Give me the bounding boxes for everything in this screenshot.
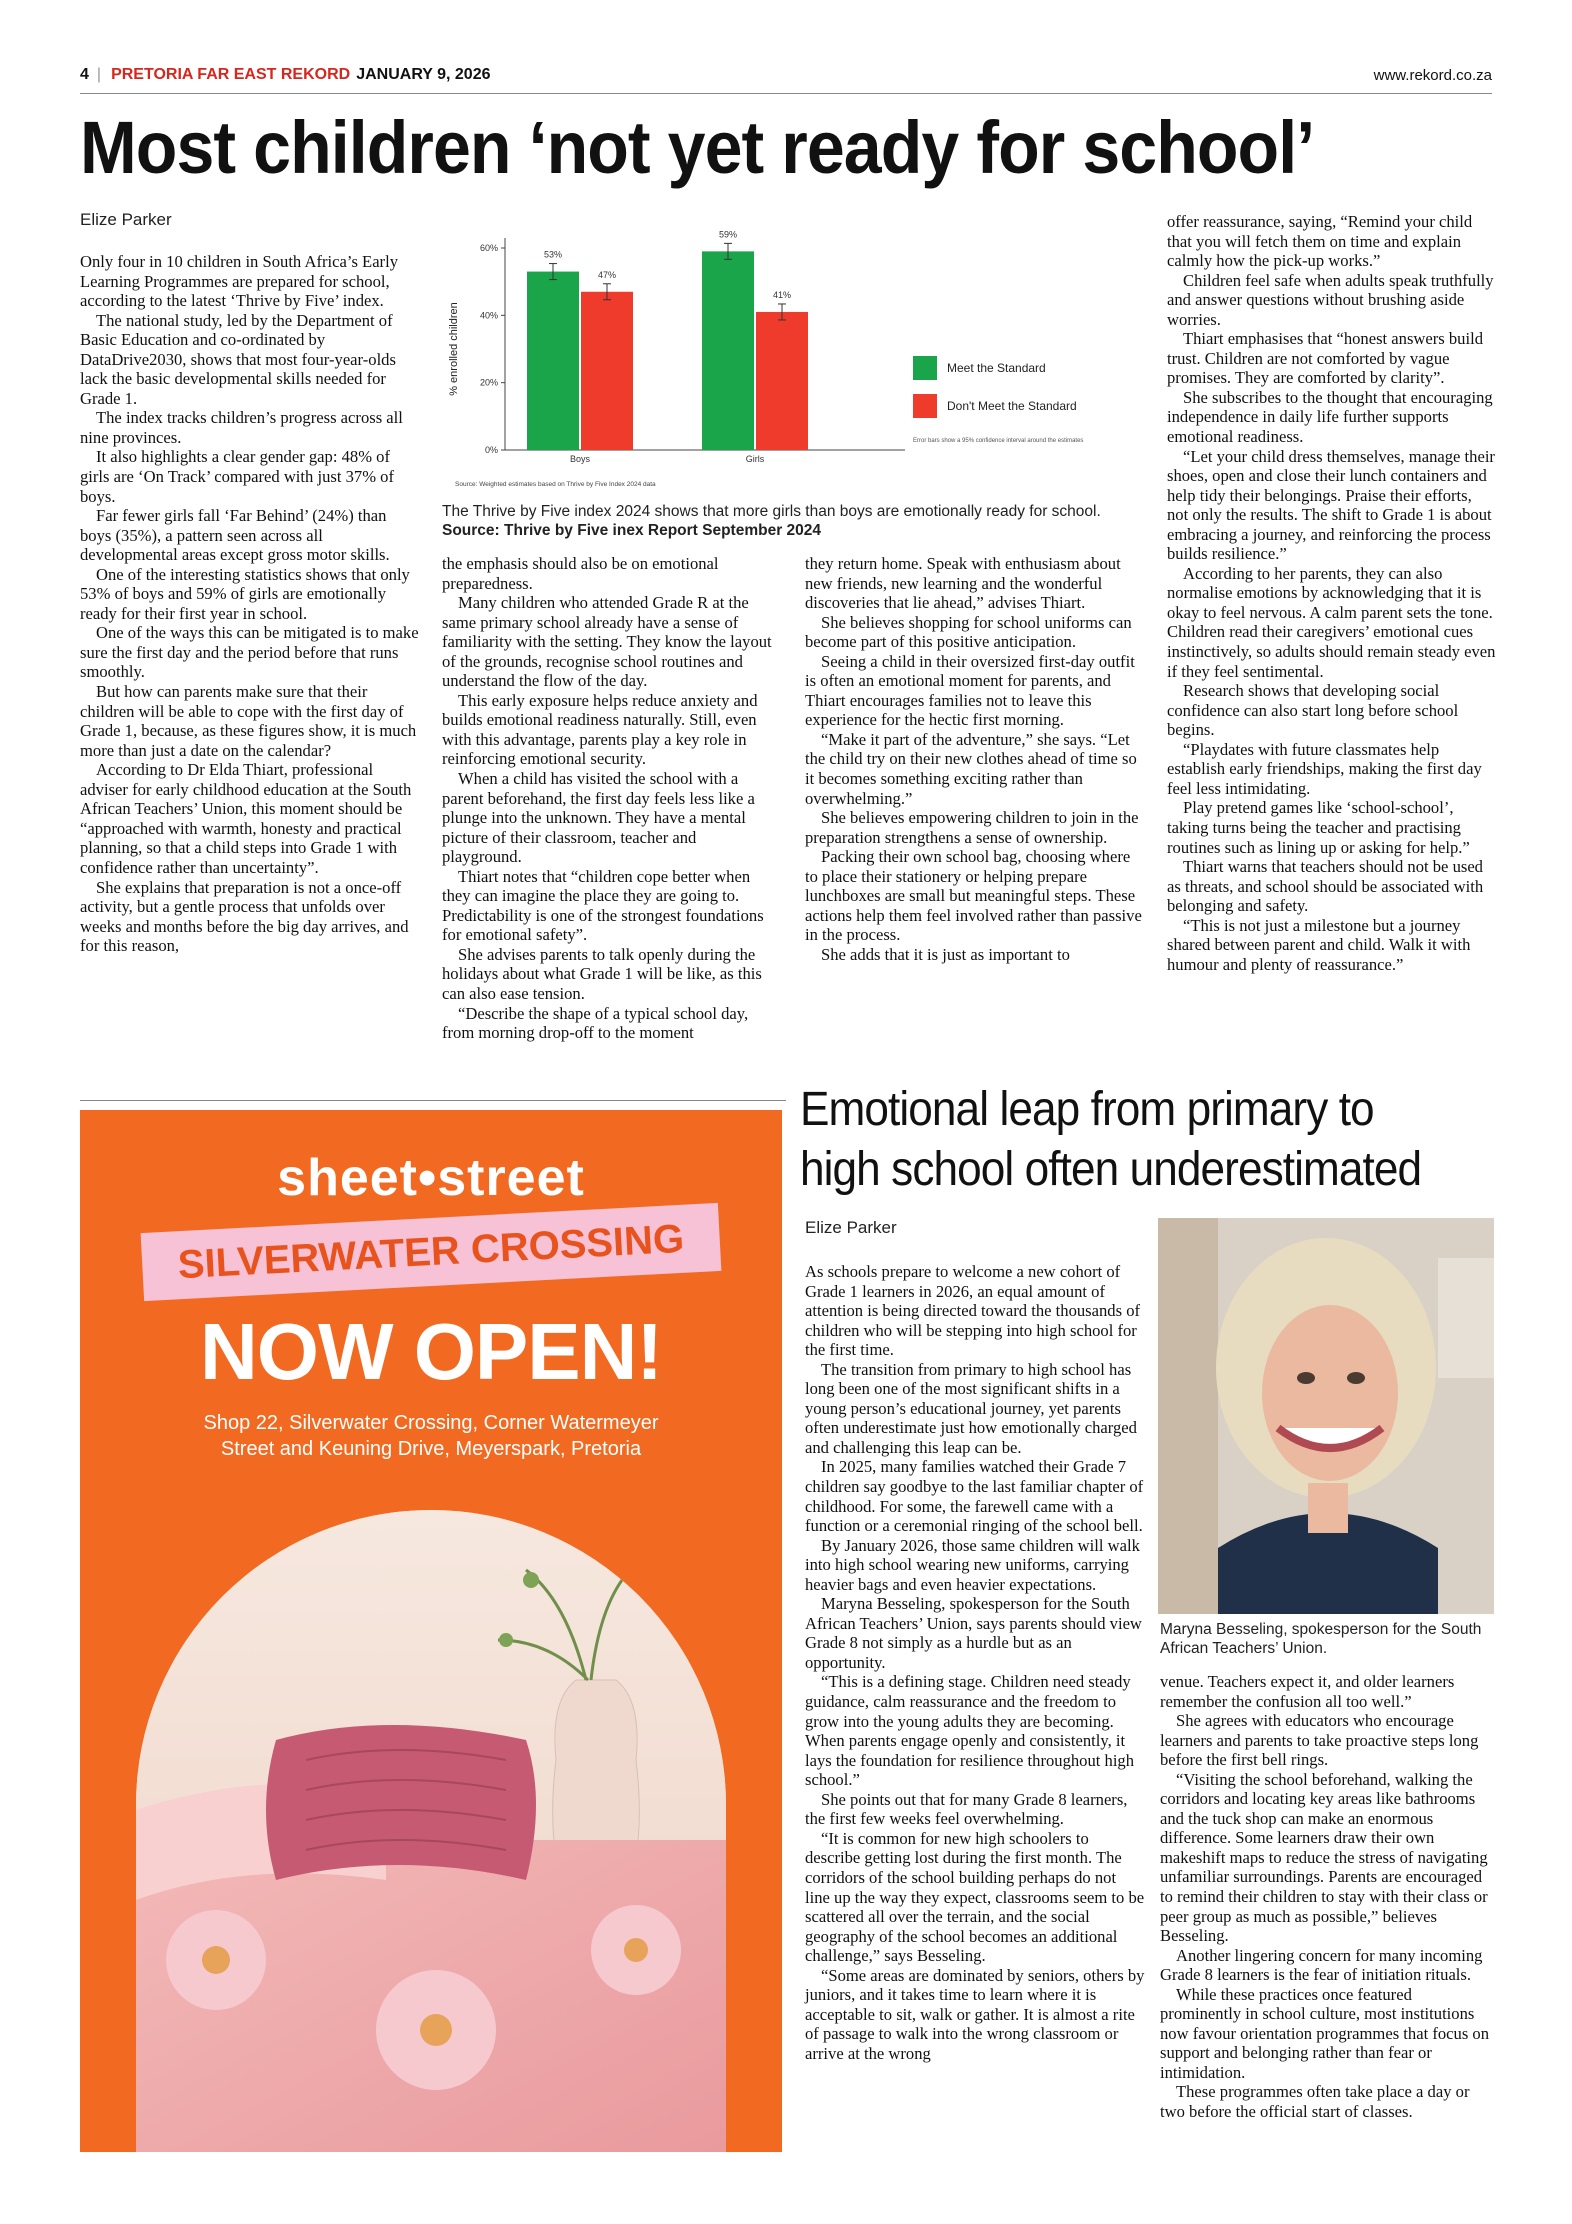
- second-article-byline: Elize Parker: [805, 1218, 897, 1237]
- ad-brand-logo: sheet•street: [277, 1149, 585, 1207]
- paragraph: According to her parents, they can also normalise emotions by acknowledging that it is okay to feel nervous. A calm parent sets the tone. Children read their caregivers’ emotional cues instinctively, so adults should remain steady even if they feel sentimental.: [1167, 563, 1496, 681]
- chart-caption-source: Source: Thrive by Five inex Report September 2024: [442, 522, 822, 539]
- y-axis-label: % enrolled children: [448, 302, 460, 396]
- paragraph: She explains that preparation is not a once-off activity, but a gentle process that unfolds over weeks and months before the big day arrives, and for this reason,: [80, 877, 409, 956]
- article-column-4: [1167, 212, 1497, 974]
- ad-address-line-1: Shop 22, Silverwater Crossing, Corner Watermeyer: [203, 1412, 659, 1434]
- paragraph: She believes shopping for school uniforms can become part of this positive anticipation.: [805, 612, 1132, 652]
- legend-label: Don't Meet the Standard: [947, 399, 1077, 413]
- paragraph: Seeing a child in their oversized first-day outfit is often an emotional moment for parents, and Thiart encourages families not to leave this experience for the hectic first morning.: [805, 651, 1135, 730]
- ad-address-line-2: Street and Keuning Drive, Meyerspark, Pretoria: [220, 1438, 642, 1460]
- paragraph: they return home. Speak with enthusiasm about new friends, new learning and the wonderful discoveries that lie ahead,” advises Thiart.: [805, 554, 1121, 613]
- paragraph: She adds that it is just as important to: [821, 944, 1070, 964]
- website-link[interactable]: www.rekord.co.za: [1373, 66, 1492, 84]
- paragraph: She points out that for many Grade 8 learners, the first few weeks feel overwhelming.: [805, 1789, 1128, 1829]
- paragraph: According to Dr Elda Thiart, professional adviser for early childhood education at the South African Teachers’ Union, this moment should be “approached with warmth, honesty and practical planning, so that a child steps into Grade 1 with confidence rather than uncertainty”.: [80, 760, 412, 877]
- chart-source-note: Source: Weighted estimates based on Thrive by Five Index 2024 data: [455, 481, 656, 488]
- second-article-column-2: [1160, 1672, 1496, 2122]
- header-rule: [80, 93, 1492, 94]
- paragraph: This early exposure helps reduce anxiety and builds emotional readiness naturally. Still, even with this advantage, parents play a key role in reinforcing emotional security.: [442, 690, 758, 769]
- paragraph: Packing their own school bag, choosing where to place their stationery or helping prepare lunchboxes are small but meaningful steps. These actions help them feel involved rather than passive in the process.: [805, 847, 1142, 945]
- page-number: 4: [80, 66, 89, 83]
- section-divider: [80, 1100, 786, 1101]
- data-label: 41%: [772, 289, 792, 300]
- paragraph: Thiart emphasises that “honest answers build trust. Children are not comforted by vague promises. They are comforted by clarity”.: [1167, 329, 1484, 388]
- paragraph: Children feel safe when adults speak truthfully and answer questions without brushing aside worries.: [1167, 270, 1494, 329]
- article-column-3: [805, 554, 1145, 964]
- paragraph: The index tracks children’s progress across all nine provinces.: [80, 408, 403, 447]
- data-label: 47%: [597, 269, 617, 280]
- ad-location-text: SILVERWATER CROSSING: [176, 1216, 686, 1287]
- chart-note: Error bars show a 95% confidence interval around the estimates: [913, 438, 1084, 444]
- paragraph: “Visiting the school beforehand, walking the corridors and locating key areas like bathrooms and the tuck shop can make an enormous difference. Some learners draw their own makeshift maps to reduce the stress of navigating unfamiliar surroundings. Parents are encouraged to remind their children to stay with their class or peer group as much as possible,” believes Besseling.: [1160, 1769, 1488, 1946]
- paragraph: Thiart warns that teachers should not be used as threats, and school should be associated with belonging and safety.: [1167, 857, 1484, 916]
- paragraph: “Let your child dress themselves, manage their shoes, open and close their lunch containers and help tidy their belongings. Praise their efforts, not only the results. The shift to Grade 1 is about embracing a journey, and reinforcing the process builds resilience.”: [1167, 446, 1495, 564]
- paragraph: “Some areas are dominated by seniors, others by juniors, and it takes time to learn where it is acceptable to sit, walk or gather. It is almost a rite of passage to walk into the wrong classroom or arrive at the wrong: [805, 1965, 1145, 2063]
- data-label: 53%: [543, 249, 563, 260]
- legend-label: Meet the Standard: [947, 361, 1046, 375]
- paragraph: Another lingering concern for many incoming Grade 8 learners is the fear of initiation rituals.: [1160, 1945, 1483, 1985]
- paragraph: While these practices once featured prominently in school culture, most institutions now favour orientation programmes that focus on support and belonging rather than fear or intimidation.: [1160, 1984, 1490, 2082]
- data-label: 59%: [718, 229, 738, 240]
- article-column-1: [80, 252, 420, 956]
- paragraph: It also highlights a clear gender gap: 48% of girls are ‘On Track’ compared with just 37% of boys.: [80, 447, 394, 506]
- y-tick-label: 20%: [479, 377, 498, 388]
- ad-location-banner: [141, 1203, 722, 1301]
- paragraph: She agrees with educators who encourage learners and parents to take proactive steps long before the first bell rings.: [1160, 1711, 1479, 1770]
- paragraph: She advises parents to talk openly during the holidays about what Grade 1 will be like, as this can also ease tension.: [442, 944, 762, 1004]
- paragraph: She subscribes to the thought that encouraging independence in daily life further supports emotional readiness.: [1167, 387, 1493, 447]
- paragraph: Play pretend games like ‘school-school’, taking turns being the teacher and practising routines such as lining up or asking for help.”: [1167, 798, 1470, 857]
- paragraph: offer reassurance, saying, “Remind your child that you will fetch them on time and explain calmly how the pick-up works.”: [1167, 212, 1473, 271]
- paper-name: PRETORIA FAR EAST REKORD: [111, 66, 351, 83]
- paragraph: Thiart notes that “children cope better when they can imagine the place they are going to. Predictability is one of the strongest foundations for emotional safety”.: [442, 866, 764, 945]
- paragraph: In 2025, many families watched their Grade 7 children say goodbye to the last familiar chapter of childhood. For some, the farewell came with a function or a ceremonial ringing of the school bell.: [805, 1457, 1144, 1536]
- paragraph: When a child has visited the school with a parent beforehand, the first day feels less like a plunge into the unknown. They have a mental picture of their classroom, teacher and playground.: [442, 769, 755, 867]
- legend-swatch: [913, 394, 937, 418]
- portrait-caption: Maryna Besseling, spokesperson for the South African Teachers’ Union.: [1160, 1621, 1482, 1657]
- portrait-illustration: [1158, 1218, 1494, 1614]
- paragraph: The national study, led by the Department of Basic Education and co-ordinated by DataDrive2030, shows that most four-year-olds lack the basic developmental skills needed for Grade 1.: [80, 310, 396, 408]
- bar-girls-1: [756, 312, 808, 450]
- besseling-portrait-photo: [1158, 1218, 1494, 1614]
- paragraph: “Playdates with future classmates help establish early friendships, making the first day feel less intimidating.: [1167, 739, 1482, 798]
- paragraph: The transition from primary to high school has long been one of the most significant shifts in a young person’s educational journey, yet parents often underestimate just how emotionally charged and challenging this leap can be.: [805, 1359, 1137, 1457]
- paragraph: “Make it part of the adventure,” she says. “Let the child try on their new clothes ahead of time so it becomes something exciting rather than overwhelming.”: [805, 729, 1137, 808]
- paragraph: “This is not just a milestone but a journey shared between parent and child. Walk it with humour and plenty of reassurance.”: [1167, 915, 1471, 974]
- chart-caption: [442, 502, 1142, 540]
- paragraph: These programmes often take place a day or two before the official start of classes.: [1160, 2082, 1470, 2122]
- page-header: [80, 60, 1492, 90]
- y-tick-label: 60%: [479, 243, 498, 253]
- bar-girls-0: [702, 251, 754, 450]
- sheet-street-advert[interactable]: [80, 1110, 782, 2152]
- ad-address: [120, 1410, 742, 1462]
- paragraph: venue. Teachers expect it, and older learners remember the confusion all too well.”: [1160, 1672, 1455, 1711]
- bedding-illustration: [136, 1510, 726, 2152]
- ad-bedding-photo: [136, 1510, 726, 2152]
- article-headline: Most children ‘not yet ready for school’: [80, 106, 1315, 189]
- x-tick-label: Girls: [745, 454, 765, 464]
- ad-headline: NOW OPEN!: [199, 1307, 663, 1396]
- paragraph: As schools prepare to welcome a new cohort of Grade 1 learners in 2026, an equal amount of attention is being directed toward the thousands of children who will be stepping into high school for the first time.: [805, 1262, 1141, 1360]
- bar-boys-1: [581, 292, 633, 450]
- paragraph: Only four in 10 children in South Africa’s Early Learning Programmes are prepared for school, according to the latest ‘Thrive by Five’ index.: [80, 252, 398, 311]
- paragraph: She believes empowering children to join in the preparation strengthens a sense of ownership.: [805, 808, 1139, 847]
- paragraph: “This is a defining stage. Children need steady guidance, calm reassurance and the freedom to grow into the young adults they are becoming. When parents engage openly and consistently, it lays the foundation for resilience throughout high school.”: [805, 1672, 1135, 1790]
- bar-boys-0: [527, 272, 579, 450]
- y-tick-label: 40%: [479, 310, 498, 321]
- header-divider: |: [96, 66, 102, 83]
- second-article-headline: Emotional leap from primary to high school often underestimated: [800, 1083, 1422, 1196]
- issue-date: JANUARY 9, 2026: [356, 66, 491, 83]
- paragraph: Research shows that developing social confidence can also start long before school begins.: [1167, 681, 1459, 740]
- paragraph: One of the ways this can be mitigated is to make sure the first day and the period before that runs smoothly.: [80, 623, 419, 682]
- article-byline: Elize Parker: [80, 210, 172, 229]
- paragraph: One of the interesting statistics shows that only 53% of boys and 59% of girls are emotionally ready for their first year in school.: [80, 564, 410, 623]
- paragraph: Many children who attended Grade R at the same primary school already have a sense of familiarity with the setting. They know the layout of the grounds, recognise school routines and understand the flow of the day.: [442, 593, 772, 691]
- paragraph: “It is common for new high schoolers to describe getting lost during the first month. The corridors of the school building perhaps do not line up the way they expect, classrooms seem to be scattered all over the terrain, and the social geography of the school becomes an additional challenge,” says Besseling.: [805, 1828, 1145, 1966]
- paragraph: Maryna Besseling, spokesperson for the South African Teachers’ Union, says parents should view Grade 8 not simply as a hurdle but as an opportunity.: [805, 1594, 1142, 1672]
- readiness-bar-chart: [435, 210, 1145, 500]
- paragraph: Far fewer girls fall ‘Far Behind’ (24%) than boys (35%), a pattern seen across all developmental areas except gross motor skills.: [80, 506, 390, 565]
- paragraph: But how can parents make sure that their children will be able to cope with the first day of Grade 1, because, as these figures show, it is much more than just a date on the calendar?: [80, 682, 417, 760]
- article-column-2: [442, 554, 778, 1043]
- legend-swatch: [913, 356, 937, 380]
- paragraph: By January 2026, those same children will walk into high school wearing new uniforms, carrying heavier bags and even heavier expectations.: [805, 1535, 1140, 1594]
- x-tick-label: Boys: [569, 454, 591, 464]
- y-tick-label: 0%: [484, 445, 498, 455]
- paragraph: the emphasis should also be on emotional preparedness.: [442, 554, 719, 593]
- paragraph: “Describe the shape of a typical school day, from morning drop-off to the moment: [442, 1003, 749, 1043]
- chart-caption-text: The Thrive by Five index 2024 shows that more girls than boys are emotionally ready for school.: [442, 503, 1101, 520]
- second-article-column-1: [805, 1262, 1145, 2063]
